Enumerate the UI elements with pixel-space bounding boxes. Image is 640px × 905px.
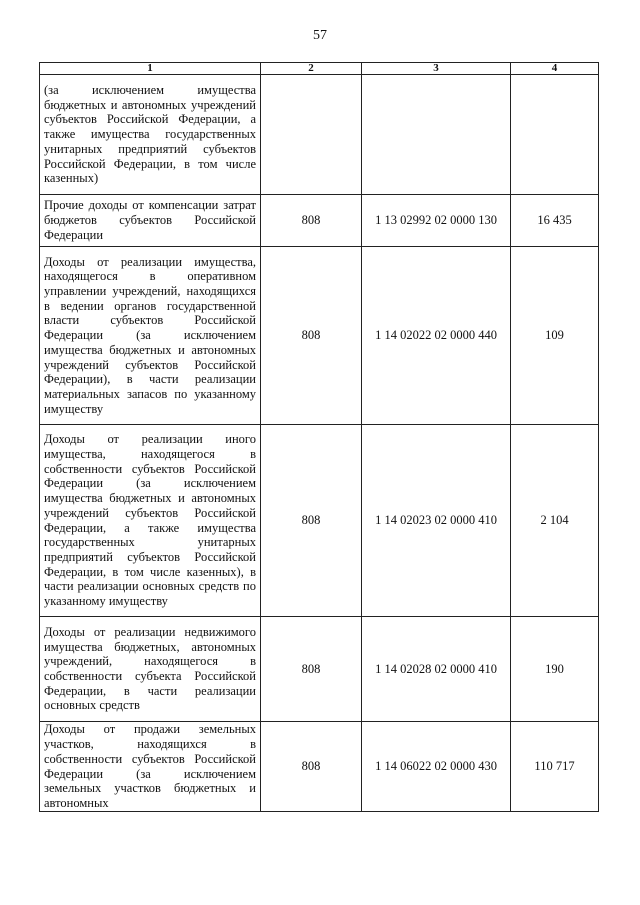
row-admin-code: 808	[261, 617, 362, 722]
revenue-table	[39, 62, 599, 812]
row-name: (за исключением имущества бюджетных и автономных учреждений субъектов Российской Федерации, а также имущества государственных унитарных предприятий субъектов Российской Федерации, в том числе казенных)	[40, 75, 261, 195]
row-amount	[511, 75, 599, 195]
column-header-sum: 4	[511, 63, 599, 75]
row-admin-code: 808	[261, 195, 362, 247]
row-budget-code: 1 14 02028 02 0000 410	[362, 617, 511, 722]
row-amount: 109	[511, 247, 599, 425]
table-header-row	[40, 63, 599, 75]
row-name: Доходы от реализации имущества, находящегося в оперативном управлении учреждений, находящихся в ведении органов государственной власти субъектов Российской Федерации (за исключением имущества бюджетных и автономных учреждений субъектов Российской Федерации), в части реализации материальных запасов по указанному имуществу	[40, 247, 261, 425]
table-row	[40, 617, 599, 722]
row-budget-code: 1 14 02022 02 0000 440	[362, 247, 511, 425]
row-amount: 16 435	[511, 195, 599, 247]
column-header-name: 1	[40, 63, 261, 75]
row-name: Прочие доходы от компенсации затрат бюджетов субъектов Российской Федерации	[40, 195, 261, 247]
table-row	[40, 195, 599, 247]
table-row	[40, 75, 599, 195]
table-row	[40, 722, 599, 812]
column-header-code: 3	[362, 63, 511, 75]
row-name: Доходы от реализации иного имущества, находящегося в собственности субъектов Российской Федерации (за исключением имущества бюджетных и автономных учреждений субъектов Российской Федерации, а также имущества государственных унитарных предприятий субъектов Российской Федерации, в том числе казенных), в части реализации основных средств по указанному имуществу	[40, 425, 261, 617]
row-budget-code: 1 14 02023 02 0000 410	[362, 425, 511, 617]
row-budget-code	[362, 75, 511, 195]
row-budget-code: 1 14 06022 02 0000 430	[362, 722, 511, 812]
page-number: 57	[313, 28, 327, 43]
column-header-admin: 2	[261, 63, 362, 75]
row-amount: 190	[511, 617, 599, 722]
row-admin-code: 808	[261, 247, 362, 425]
row-admin-code	[261, 75, 362, 195]
row-name: Доходы от реализации недвижимого имущества бюджетных, автономных учреждений, находящегося в собственности субъекта Российской Федерации, в части реализации основных средств	[40, 617, 261, 722]
table-row	[40, 247, 599, 425]
row-admin-code: 808	[261, 425, 362, 617]
table-row	[40, 425, 599, 617]
row-admin-code: 808	[261, 722, 362, 812]
row-amount: 110 717	[511, 722, 599, 812]
row-budget-code: 1 13 02992 02 0000 130	[362, 195, 511, 247]
row-name: Доходы от продажи земельных участков, находящихся в собственности субъектов Российской Федерации (за исключением земельных участков бюджетных и автономных	[40, 722, 261, 812]
row-amount: 2 104	[511, 425, 599, 617]
